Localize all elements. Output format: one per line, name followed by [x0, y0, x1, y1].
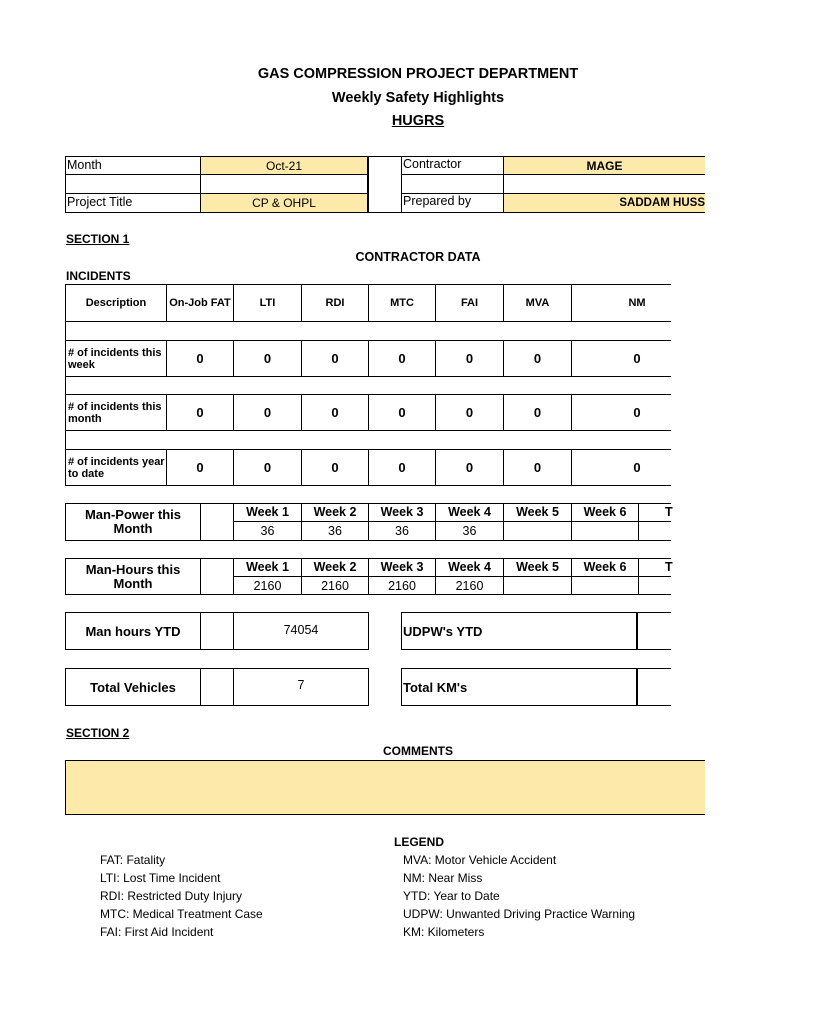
manpower-week: Week 4	[448, 505, 491, 519]
legend-item: KM: Kilometers	[403, 925, 485, 939]
col-nm: NM	[628, 297, 646, 309]
table-cell: 0	[263, 405, 272, 420]
legend-item: NM: Near Miss	[403, 871, 483, 885]
manhours-week: Week 6	[583, 560, 627, 574]
contractor-data-title: CONTRACTOR DATA	[355, 250, 481, 264]
table-cell: 0	[533, 460, 542, 475]
table-cell: 0	[465, 460, 474, 475]
legend-item: FAT: Fatality	[100, 853, 166, 867]
manhours-week: Week 4	[448, 560, 491, 574]
col-mva: MVA	[525, 297, 550, 309]
table-cell: 0	[263, 351, 272, 366]
prepared-value: SADDAM HUSS	[504, 194, 705, 212]
manpower-week: Week 1	[246, 505, 289, 519]
table-cell: 0	[465, 351, 474, 366]
col-onjob-fat: On-Job FAT	[169, 297, 231, 309]
manpower-week: T	[665, 505, 673, 519]
month-value: Oct-21	[201, 157, 367, 174]
manpower-value: 36	[260, 524, 275, 538]
row-ytd-label: # of incidents year to date	[68, 455, 165, 480]
manpower-value: 36	[328, 524, 342, 538]
info-spacer	[368, 156, 402, 213]
month-label: Month	[67, 158, 102, 172]
contractor-label: Contractor	[403, 157, 462, 171]
legend-item: MTC: Medical Treatment Case	[100, 907, 263, 921]
col-fai: FAI	[460, 297, 479, 309]
manhours-ytd-value: 74054	[283, 623, 319, 637]
manhours-week: T	[665, 560, 673, 574]
incidents-label: INCIDENTS	[66, 269, 131, 283]
legend-title: LEGEND	[394, 835, 445, 849]
row-month-label: # of incidents this month	[68, 400, 162, 425]
legend-item: MVA: Motor Vehicle Accident	[403, 853, 557, 867]
section2-title: SECTION 2	[66, 726, 130, 740]
project-label: Project Title	[67, 195, 133, 209]
manhours-value: 2160	[388, 578, 416, 593]
manpower-week: Week 6	[583, 505, 627, 519]
table-cell: 0	[398, 460, 406, 475]
comments-box[interactable]	[65, 760, 705, 815]
manpower-week: Week 2	[313, 505, 357, 519]
table-cell: 0	[398, 405, 406, 420]
manhours-label: Man-Hours this Month	[85, 561, 181, 591]
table-cell: 0	[331, 351, 339, 366]
project-value: CP & OHPL	[201, 194, 367, 212]
table-cell: 0	[263, 460, 272, 475]
manhours-value: 2160	[455, 578, 484, 593]
row-week-label: # of incidents this week	[68, 346, 162, 371]
legend-item: RDI: Restricted Duty Injury	[100, 889, 243, 903]
table-cell: 0	[633, 351, 641, 366]
legend-item: YTD: Year to Date	[403, 889, 500, 903]
manhours-week: Week 5	[516, 560, 559, 574]
site-title: HUGRS	[391, 113, 445, 129]
manhours-week: Week 1	[246, 560, 289, 574]
manhours-value: 2160	[253, 578, 282, 593]
prepared-label: Prepared by	[403, 194, 472, 208]
contractor-value: MAGE	[504, 157, 705, 174]
legend-item: LTI: Lost Time Incident	[100, 871, 221, 885]
col-mtc: MTC	[390, 297, 414, 309]
table-cell: 0	[331, 460, 339, 475]
manhours-week: Week 3	[380, 560, 424, 574]
udpw-ytd-label: UDPW's YTD	[403, 623, 483, 639]
vehicles-value: 7	[297, 678, 305, 692]
legend-item: FAI: First Aid Incident	[100, 925, 214, 939]
table-cell: 0	[465, 405, 474, 420]
vehicles-label: Total Vehicles	[90, 679, 176, 695]
table-cell: 0	[331, 405, 339, 420]
section1-title: SECTION 1	[66, 232, 130, 246]
table-cell: 0	[196, 460, 204, 475]
manpower-value: 36	[462, 524, 477, 538]
report-title: Weekly Safety Highlights	[331, 90, 505, 106]
table-cell: 0	[533, 405, 542, 420]
table-cell: 0	[533, 351, 542, 366]
manpower-label: Man-Power this Month	[84, 507, 182, 536]
legend-item: UDPW: Unwanted Driving Practice Warning	[403, 907, 636, 921]
manhours-week: Week 2	[313, 560, 357, 574]
manhours-value: 2160	[321, 578, 349, 593]
col-description: Description	[85, 297, 147, 309]
table-cell: 0	[633, 460, 641, 475]
department-title: GAS COMPRESSION PROJECT DEPARTMENT	[257, 66, 579, 82]
manpower-week: Week 5	[516, 505, 559, 519]
manpower-week: Week 3	[380, 505, 424, 519]
col-rdi: RDI	[325, 297, 345, 309]
table-cell: 0	[398, 351, 406, 366]
manhours-ytd-label: Man hours YTD	[85, 623, 181, 639]
comments-title: COMMENTS	[383, 744, 453, 758]
table-cell: 0	[196, 351, 204, 366]
col-lti: LTI	[259, 297, 276, 309]
table-cell: 0	[196, 405, 204, 420]
table-cell: 0	[633, 405, 641, 420]
km-label: Total KM's	[403, 679, 468, 695]
manpower-value: 36	[395, 524, 409, 538]
